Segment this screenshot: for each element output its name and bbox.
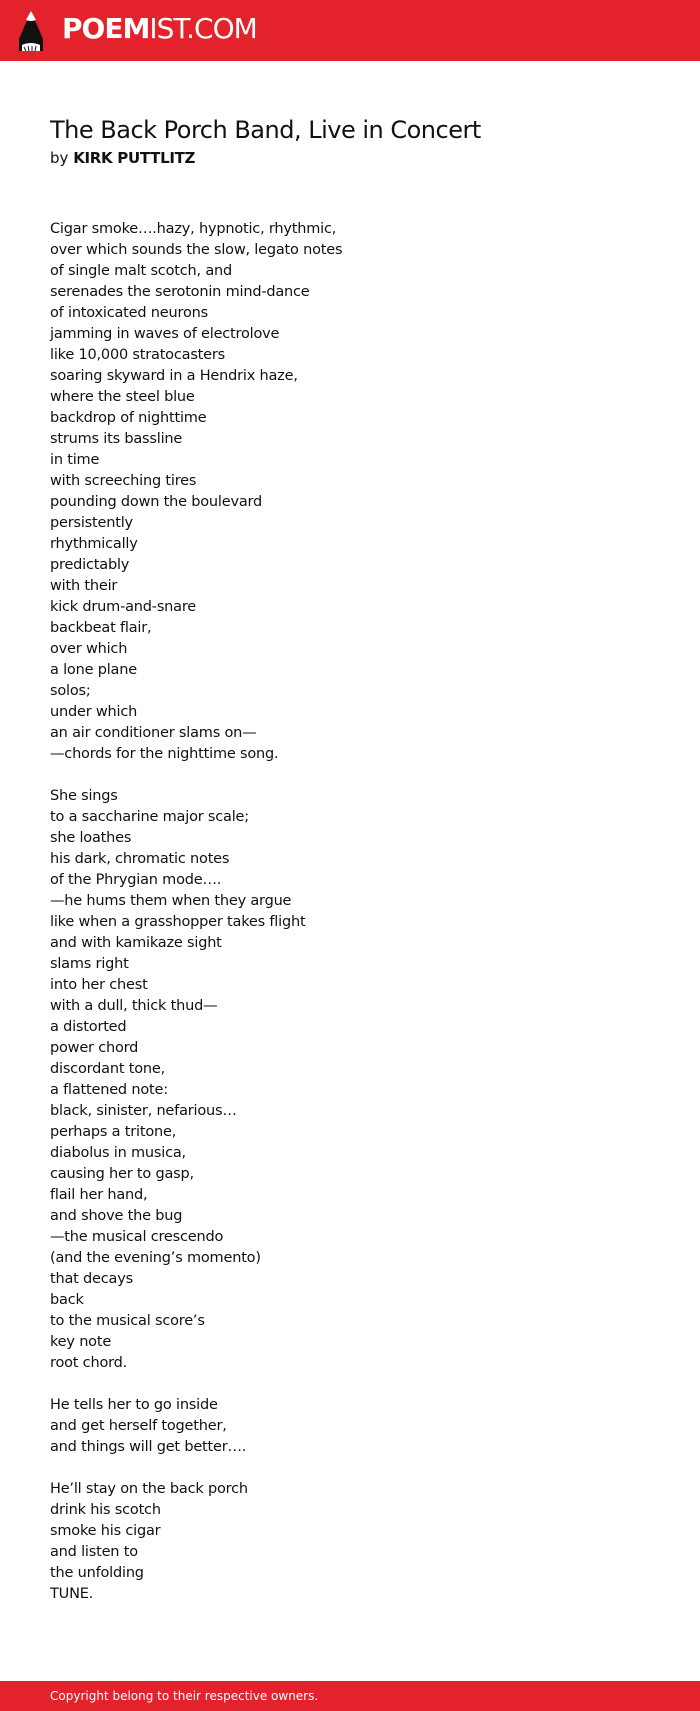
poem-line: of intoxicated neurons [50, 305, 208, 321]
poem-line: like 10,000 stratocasters [50, 347, 225, 363]
poem-line: like when a grasshopper takes flight [50, 914, 306, 930]
poem-line: pounding down the boulevard [50, 494, 263, 510]
poem-line: —the musical crescendo [50, 1229, 224, 1245]
poem-line: drink his scotch [50, 1502, 161, 1518]
poem-line: and things will get better…. [50, 1439, 247, 1455]
poem-line: causing her to gasp, [50, 1166, 194, 1182]
site-header [0, 0, 700, 61]
poem-line: TUNE. [50, 1586, 94, 1602]
pencil-icon[interactable] [17, 11, 45, 51]
poem-line: Cigar smoke….hazy, hypnotic, rhythmic, [50, 221, 337, 237]
poem-line: —chords for the nighttime song. [50, 746, 279, 762]
poem-line: a flattened note: [50, 1082, 168, 1098]
poem-line: with a dull, thick thud— [50, 998, 218, 1014]
poem-line: with their [50, 578, 118, 594]
poem-line: she loathes [50, 830, 132, 846]
poem-stanza [50, 1395, 650, 1458]
poem-line: the unfolding [50, 1565, 144, 1581]
poem-line: kick drum-and-snare [50, 599, 197, 615]
poem-line: to the musical score’s [50, 1313, 205, 1329]
poem-line: and shove the bug [50, 1208, 183, 1224]
poem-line: in time [50, 452, 100, 468]
poem-line: black, sinister, nefarious… [50, 1103, 237, 1119]
poem-stanza [50, 219, 650, 765]
poem-line: and get herself together, [50, 1418, 227, 1434]
poem-line: where the steel blue [50, 389, 195, 405]
poem-line: She sings [50, 788, 118, 804]
poem-stanza [50, 1479, 650, 1605]
poem-line: He tells her to go inside [50, 1397, 218, 1413]
poem-line: a distorted [50, 1019, 127, 1035]
copyright-text: Copyright belong to their respective owners. [50, 1689, 319, 1703]
poem-line: backbeat flair, [50, 620, 152, 636]
poem-line: predictably [50, 557, 130, 573]
site-logo[interactable] [62, 9, 257, 49]
poem-line: key note [50, 1334, 112, 1350]
poem-line: slams right [50, 956, 129, 972]
site-footer [0, 1681, 700, 1711]
poem-line: serenades the serotonin mind-dance [50, 284, 310, 300]
by-label: by [50, 149, 69, 167]
poem-stanza [50, 786, 650, 1374]
poem-line: persistently [50, 515, 133, 531]
poem-line: back [50, 1292, 84, 1308]
poem-line: to a saccharine major scale; [50, 809, 249, 825]
poem-line: his dark, chromatic notes [50, 851, 230, 867]
logo-bold-text: POEM [62, 12, 150, 45]
poem-line: and with kamikaze sight [50, 935, 222, 951]
poem-line: into her chest [50, 977, 148, 993]
poem-line: flail her hand, [50, 1187, 148, 1203]
poem-line: diabolus in musica, [50, 1145, 186, 1161]
poem-line: rhythmically [50, 536, 138, 552]
poem-line: an air conditioner slams on— [50, 725, 257, 741]
poem-line: jamming in waves of electrolove [50, 326, 280, 342]
poem-line: and listen to [50, 1544, 138, 1560]
poem-line: soaring skyward in a Hendrix haze, [50, 368, 298, 384]
byline [50, 147, 195, 169]
poem-line: smoke his cigar [50, 1523, 161, 1539]
poem-line: root chord. [50, 1355, 128, 1371]
poem-line: discordant tone, [50, 1061, 165, 1077]
poem-body [50, 219, 650, 1626]
poem-line: over which sounds the slow, legato notes [50, 242, 343, 258]
poem-line: —he hums them when they argue [50, 893, 292, 909]
author-name: KIRK PUTTLITZ [73, 149, 196, 167]
poem-line: strums its bassline [50, 431, 183, 447]
poem-line: that decays [50, 1271, 133, 1287]
poem-line: He’ll stay on the back porch [50, 1481, 248, 1497]
poem-line: with screeching tires [50, 473, 197, 489]
poem-line: power chord [50, 1040, 139, 1056]
poem-line: a lone plane [50, 662, 137, 678]
poem-line: of single malt scotch, and [50, 263, 232, 279]
poem-line: (and the evening’s momento) [50, 1250, 261, 1266]
poem-line: under which [50, 704, 138, 720]
logo-light-text: IST.COM [149, 12, 257, 45]
poem-line: over which [50, 641, 128, 657]
poem-line: perhaps a tritone, [50, 1124, 177, 1140]
poem-line: backdrop of nighttime [50, 410, 207, 426]
poem-title: The Back Porch Band, Live in Concert [50, 116, 481, 144]
poem-line: solos; [50, 683, 91, 699]
poem-line: of the Phrygian mode…. [50, 872, 222, 888]
